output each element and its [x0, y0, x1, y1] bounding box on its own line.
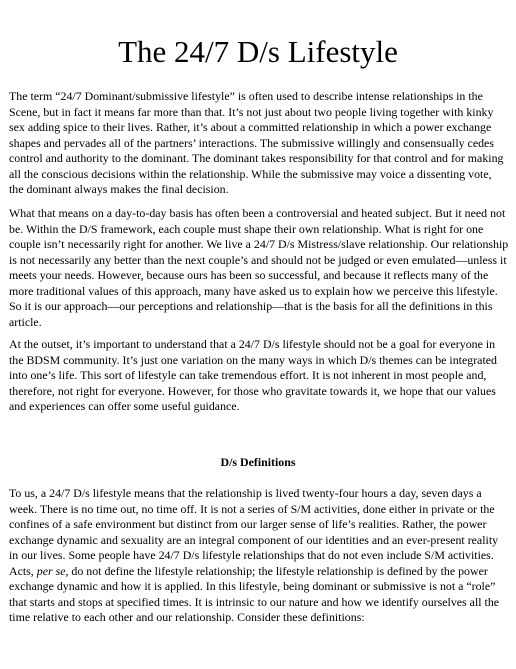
definitions-text-part2: do not define the lifestyle relationship; the lifestyle relationship is defined by the power exchange dynamic and how it is applied. In this lifestyle, being dominant or submissive is not a “role” that starts and stops at specified times. It is intrinsic to our nature and how we identify ourselves all the time relative to each other and our relationship. Consider these definitions: [9, 563, 500, 624]
definitions-paragraph [9, 486, 509, 626]
intro-paragraph: The term “24/7 Dominant/submissive lifestyle” is often used to describe intense relationships in the Scene, but in fact it means far more than that. It’s not just about two people living together with kinky sex adding spice to their lives. Rather, it’s about a committed relationship in which a power exchange shapes and pervades all of the partners’ interactions. The submissive willingly and consensually cedes control and authority to the dominant. The dominant takes responsibility for that control and for making all the conscious decisions within the relationship. While the submissive may voice a dissenting vote, the dominant always makes the final decision. [9, 89, 504, 196]
definitions-emphasis: per se, [36, 563, 69, 578]
outset-paragraph: At the outset, it’s important to understand that a 24/7 D/s lifestyle should not be a goal for everyone in the BDSM community. It’s just one variation on the many ways in which D/s themes can be integrated into one’s life. This sort of lifestyle can take tremendous effort. It is not inherent in most people and, therefore, not right for everyone. However, for those who gravitate towards it, we hope that our values and experiences can offer some useful guidance. [9, 337, 497, 413]
approach-paragraph: What that means on a day-to-day basis has often been a controversial and heated subject. But it need not be. Within the D/S framework, each couple must shape their own relationship. What is right for one couple isn’t necessarily right for another. We live a 24/7 D/s Mistress/slave relationship. Our relationship is not necessarily any better than the next couple’s and should not be judged or even emulated—unless it meets your needs. However, because ours has been so successful, and because it reflects many of the more traditional values of this approach, many have asked us to explain how we perceive this lifestyle. So it is our approach—our perceptions and relationship—that is the basis for all the definitions in this article. [9, 206, 509, 329]
section-heading: D/s Definitions [220, 455, 296, 469]
page-title: The 24/7 D/s Lifestyle [118, 34, 398, 69]
definitions-text-part1: To us, a 24/7 D/s lifestyle means that the relationship is lived twenty-four hours a day, seven days a week. There is no time out, no time off. It is not a series of S/M activities, done either in private or the confines of a safe environment but distinct from our larger sense of life’s realities. Rather, the power exchange dynamic and sexuality are an integral component of our identities and an ever-present reality in our lives. Some people have 24/7 D/s lifestyle relationships that do not even include S/M activities. Acts, [9, 486, 499, 578]
